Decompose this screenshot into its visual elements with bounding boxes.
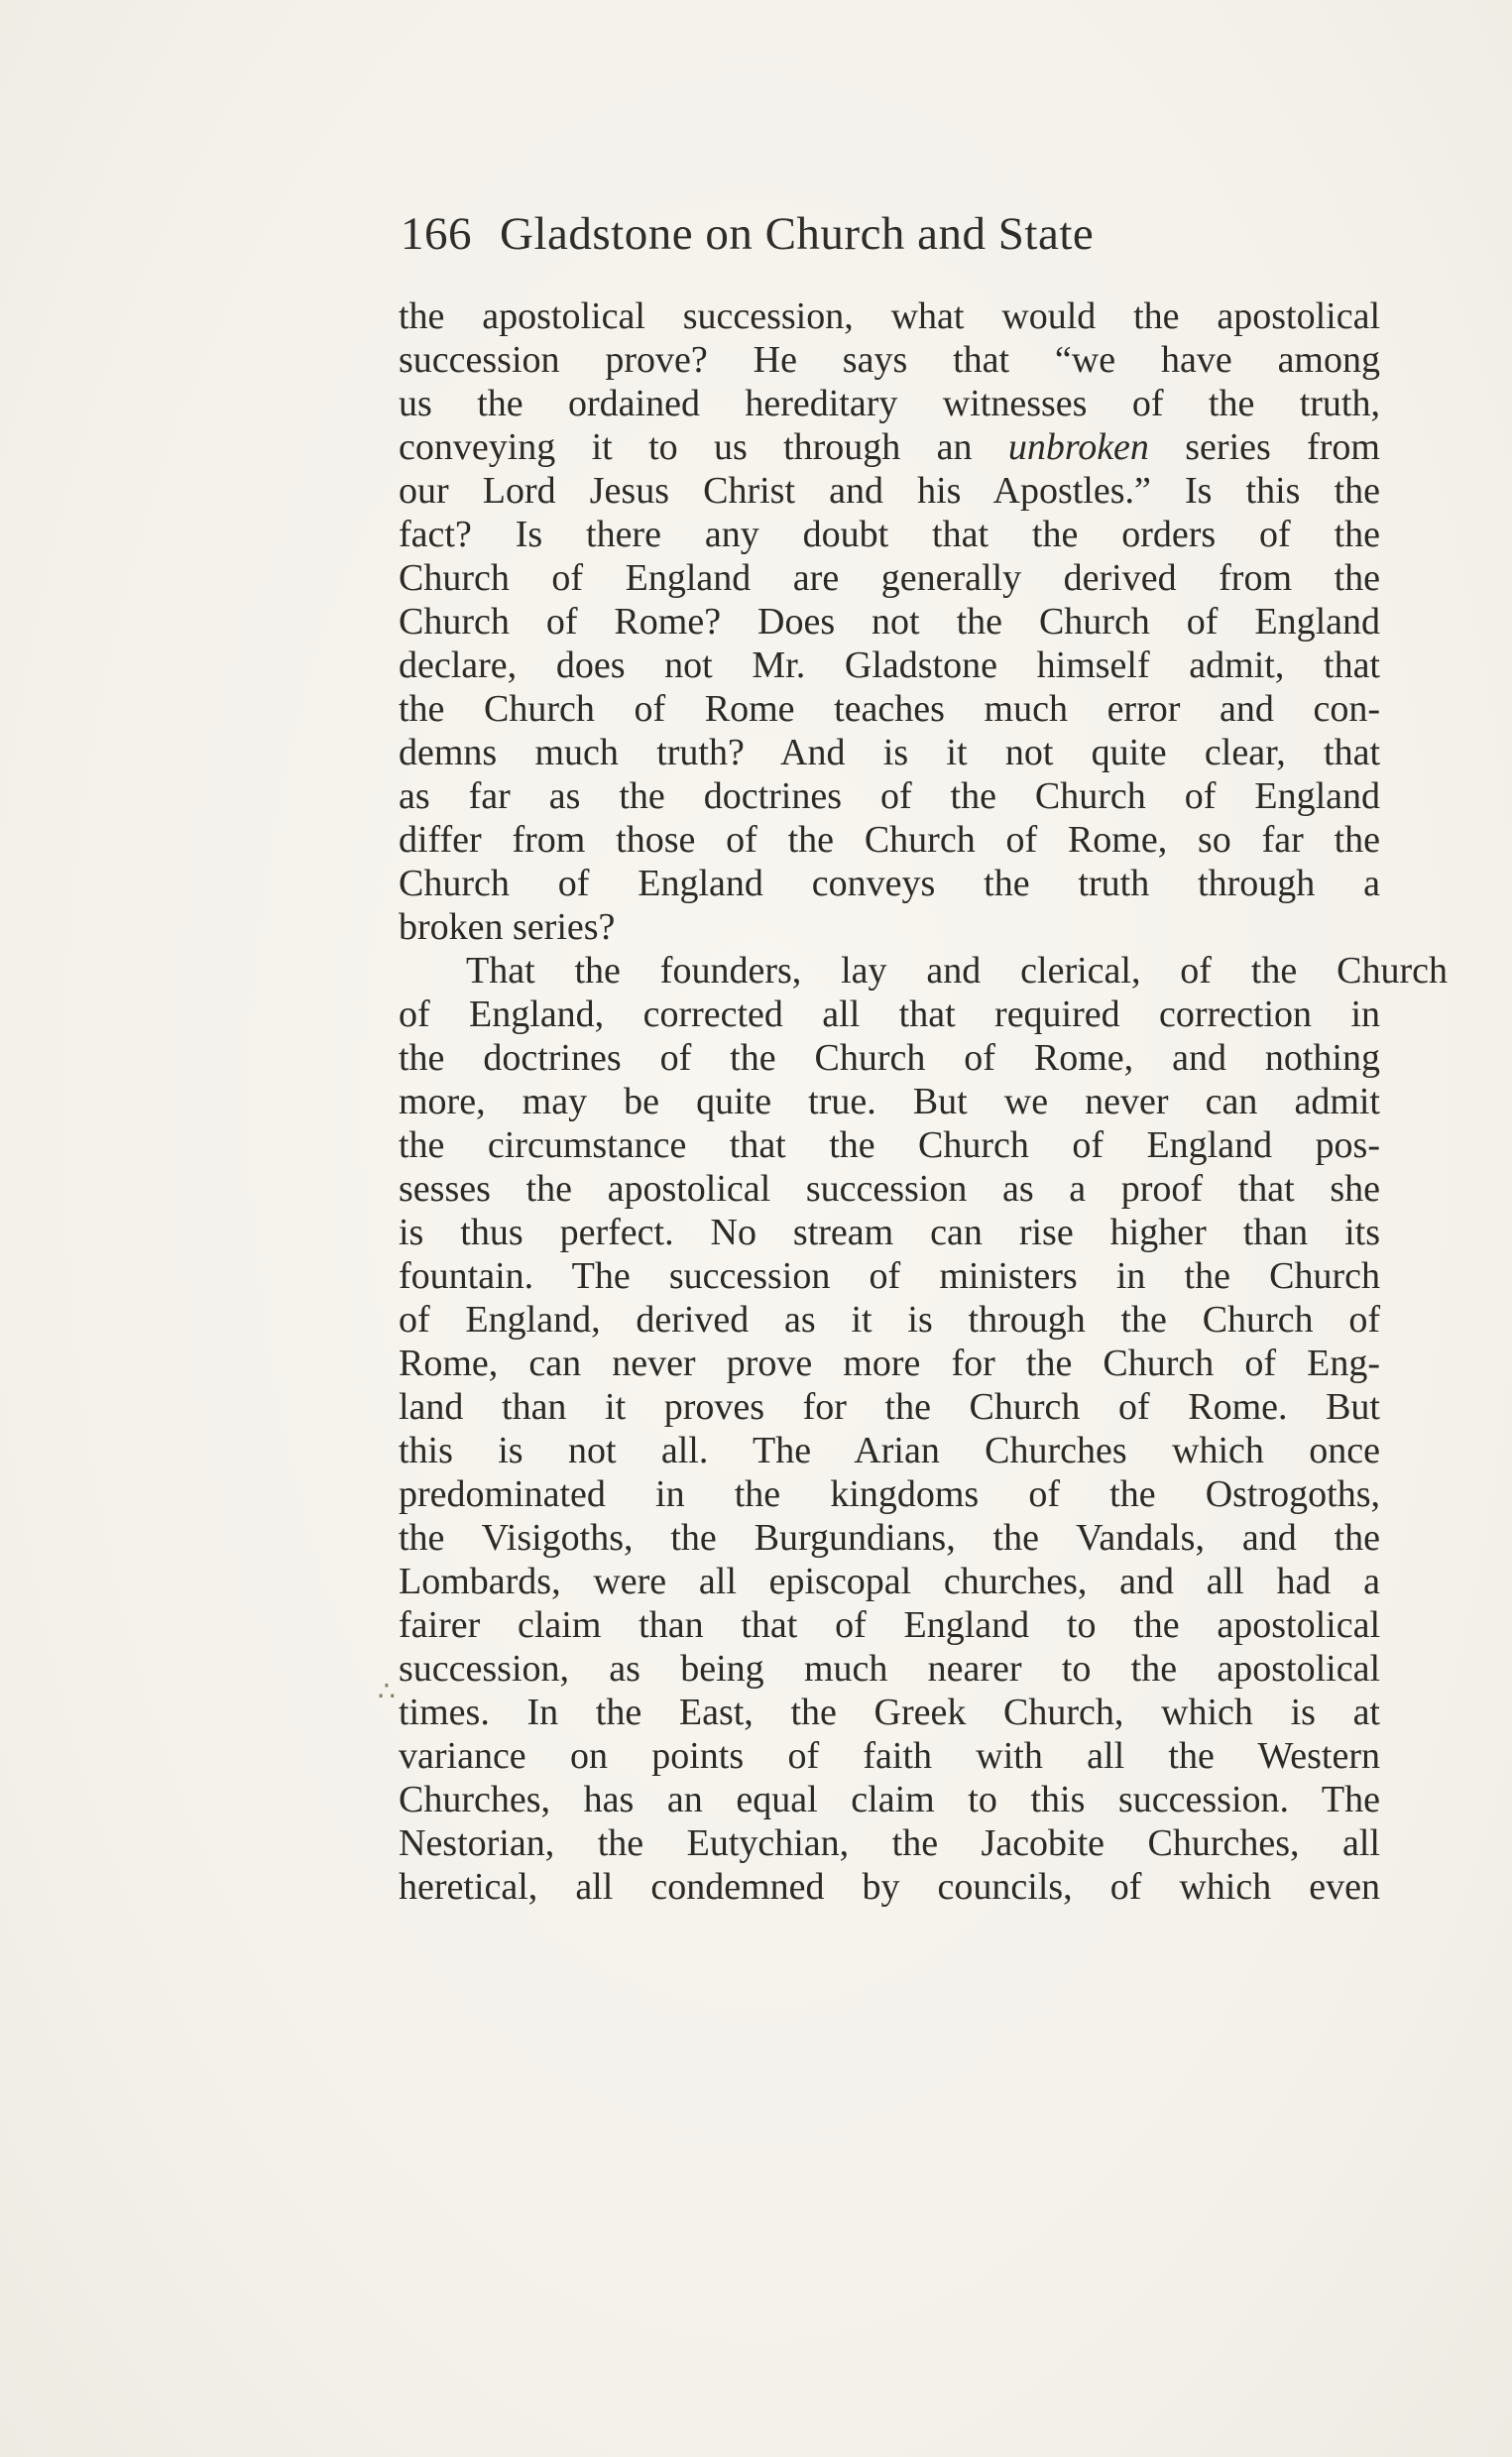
text-line-content: declare, does not Mr. Gladstone himself admit, that [399,644,1380,686]
text-line-content: fountain. The succession of ministers in the Church [399,1255,1380,1297]
text-line [399,1254,1380,1298]
text-line-content: of England, corrected all that required correction in [399,994,1380,1035]
text-line-content: land than it proves for the Church of Rome. But [399,1386,1380,1428]
text-line-content: us the ordained hereditary witnesses of the truth, [399,383,1380,424]
text-line [399,949,1448,993]
text-line-content: broken series? [399,906,616,948]
text-line-content: conveying it to us through an unbroken series from [399,426,1380,468]
text-line-content: is thus perfect. No stream can rise higher than its [399,1212,1380,1253]
text-line [399,1167,1380,1211]
text-line [399,1123,1380,1167]
text-line [399,469,1380,513]
text-line [399,1298,1380,1342]
running-title: Gladstone on Church and State [500,208,1095,260]
text-line-content: Churches, has an equal claim to this succession. The [399,1779,1380,1820]
text-line-content: fairer claim than that of England to the apostolical [399,1604,1380,1646]
text-line-content: succession, as being much nearer to the apostolical [399,1648,1380,1690]
text-line-content: Church of Rome? Does not the Church of England [399,601,1380,643]
text-line [399,382,1380,425]
text-line [399,1603,1380,1647]
text-line-content: Rome, can never prove more for the Church of Eng- [399,1343,1380,1384]
text-line [399,687,1380,731]
text-line-content: Nestorian, the Eutychian, the Jacobite Churches, all [399,1822,1380,1864]
text-line-content: Church of England conveys the truth through a [399,863,1380,904]
text-line-content: this is not all. The Arian Churches which once [399,1430,1380,1471]
text-line-content: Lombards, were all episcopal churches, and all had a [399,1561,1380,1602]
body-text [399,294,1448,1909]
text-line [399,338,1380,382]
text-line-content: heretical, all condemned by councils, of which even [399,1866,1380,1908]
text-line-content: sesses the apostolical succession as a proof that she [399,1168,1380,1210]
text-line-content: the Visigoths, the Burgundians, the Vandals, and the [399,1517,1380,1559]
page-number: 166 [401,208,472,260]
text-line-content: of England, derived as it is through the Church of [399,1299,1380,1341]
text-line [399,862,1380,905]
text-line [399,774,1380,818]
text-line-content: our Lord Jesus Christ and his Apostles.” Is this the [399,470,1380,512]
text-line [399,1865,1380,1909]
text-line [399,425,1380,469]
text-line [399,1080,1380,1123]
text-line [399,818,1380,862]
running-header [401,204,1243,264]
text-line-content: demns much truth? And is it not quite clear, that [399,732,1380,773]
text-line [399,1429,1380,1472]
text-line [399,1734,1380,1778]
text-line [399,1036,1380,1080]
text-line [399,556,1380,600]
text-line [399,905,1380,949]
text-line-content: differ from those of the Church of Rome, so far the [399,819,1380,861]
text-line [399,294,1380,338]
text-line-content: Church of England are generally derived from the [399,557,1380,599]
text-line-content: the circumstance that the Church of England pos- [399,1124,1380,1166]
text-line-content: predominated in the kingdoms of the Ostrogoths, [399,1473,1380,1515]
text-line [399,600,1380,644]
text-line-content: more, may be quite true. But we never can admit [399,1081,1380,1122]
text-line-content: variance on points of faith with all the Western [399,1735,1380,1777]
text-line [399,1647,1380,1691]
text-line [399,1472,1380,1516]
text-line-content: succession prove? He says that “we have among [399,339,1380,381]
text-line-content: That the founders, lay and clerical, of the Church [466,950,1448,992]
text-line [399,1516,1380,1560]
text-line [399,644,1380,687]
text-line [399,1691,1380,1734]
text-line [399,993,1380,1036]
text-line-content: the doctrines of the Church of Rome, and nothing [399,1037,1380,1079]
text-line-content: the Church of Rome teaches much error and con- [399,688,1380,730]
text-line-content: as far as the doctrines of the Church of England [399,775,1380,817]
emphasized-word: unbroken [1007,426,1149,468]
text-line [399,1821,1380,1865]
text-line [399,1778,1380,1821]
text-line [399,1211,1380,1254]
margin-blemish-icon: ∴ [378,1677,396,1707]
text-line-content: the apostolical succession, what would the apostolical [399,295,1380,337]
text-line [399,1342,1380,1385]
text-line-content: fact? Is there any doubt that the orders of the [399,514,1380,555]
text-line-content: times. In the East, the Greek Church, which is at [399,1692,1380,1733]
text-line [399,731,1380,774]
text-line [399,513,1380,556]
text-line [399,1385,1380,1429]
text-line [399,1560,1380,1603]
